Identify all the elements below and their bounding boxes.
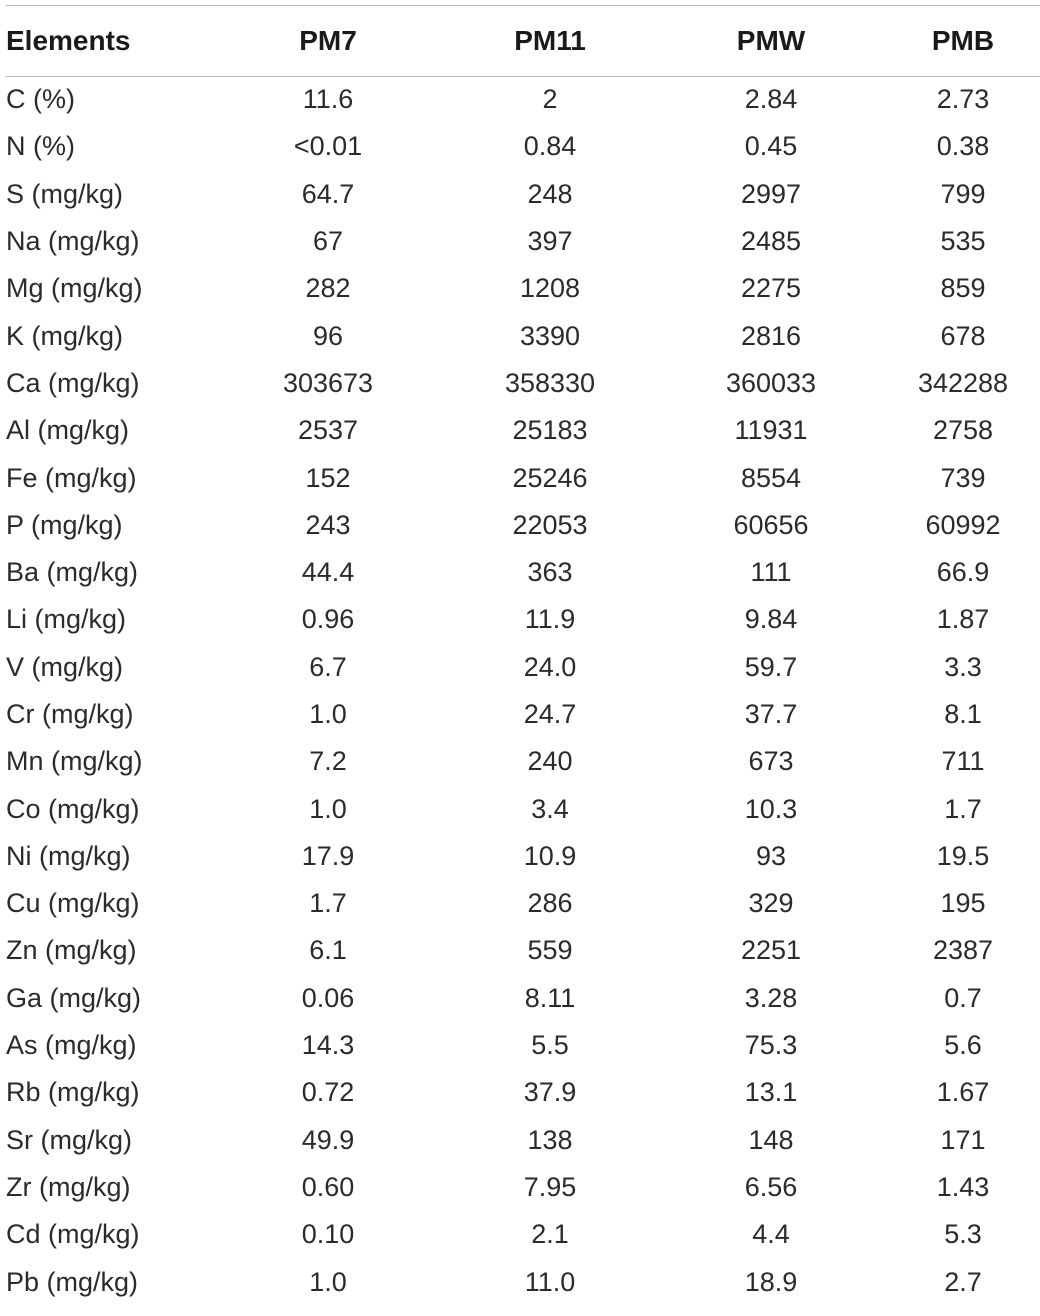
pmb-value: 739 bbox=[940, 462, 986, 493]
table-row bbox=[6, 360, 1040, 407]
table-row bbox=[6, 738, 1040, 785]
pmb-value: 2387 bbox=[932, 935, 994, 966]
table-row bbox=[6, 596, 1040, 643]
element-label: N (%) bbox=[6, 131, 75, 162]
pm7-value: 0.10 bbox=[301, 1219, 355, 1250]
pm7-value: 0.72 bbox=[301, 1077, 355, 1108]
pmb-value: 535 bbox=[940, 226, 986, 257]
table-row bbox=[6, 407, 1040, 454]
table-body bbox=[6, 76, 1040, 1306]
table-row bbox=[6, 927, 1040, 974]
pmb-value: 711 bbox=[941, 746, 985, 777]
table-header-row bbox=[6, 6, 1040, 76]
element-label: Ba (mg/kg) bbox=[6, 557, 139, 588]
element-label: P (mg/kg) bbox=[6, 509, 123, 540]
pm11-value: 37.9 bbox=[523, 1077, 577, 1108]
pmw-value: 4.4 bbox=[752, 1219, 790, 1250]
element-label: Co (mg/kg) bbox=[6, 793, 140, 824]
table-row bbox=[6, 123, 1040, 170]
pm11-value: 7.95 bbox=[523, 1171, 577, 1202]
pm7-value: 1.0 bbox=[309, 699, 347, 729]
pmb-value: 5.3 bbox=[944, 1219, 982, 1250]
element-label: V (mg/kg) bbox=[6, 651, 124, 682]
element-label: S (mg/kg) bbox=[6, 178, 124, 209]
pmb-value: 1.43 bbox=[936, 1171, 990, 1202]
pm11-value: 8.11 bbox=[524, 982, 576, 1013]
pmb-value: 1.7 bbox=[944, 793, 982, 824]
table-row bbox=[6, 171, 1040, 218]
element-label: Pb (mg/kg) bbox=[6, 1266, 139, 1297]
pmb-value: 66.9 bbox=[936, 557, 990, 588]
table-row bbox=[6, 1022, 1040, 1069]
table-row bbox=[6, 265, 1040, 312]
pm11-value: 0.84 bbox=[523, 131, 577, 162]
pmb-value: 171 bbox=[940, 1124, 986, 1155]
pmw-value: 9.84 bbox=[744, 604, 798, 635]
pmb-value: 0.38 bbox=[936, 131, 990, 162]
pm7-value: 0.60 bbox=[301, 1171, 355, 1202]
pmb-value: 19.5 bbox=[936, 840, 990, 871]
pm7-value: 14.3 bbox=[301, 1030, 355, 1061]
element-label: Rb (mg/kg) bbox=[6, 1077, 140, 1108]
element-label: Mg (mg/kg) bbox=[6, 273, 143, 304]
pmb-value: 2.7 bbox=[944, 1266, 982, 1297]
pm11-value: 24.7 bbox=[523, 699, 577, 729]
table-row bbox=[6, 1211, 1040, 1258]
table-row bbox=[6, 1164, 1040, 1211]
pm11-value: 11.9 bbox=[524, 604, 576, 635]
table-row bbox=[6, 975, 1040, 1022]
pm7-value: 152 bbox=[305, 462, 351, 493]
table-row bbox=[6, 502, 1040, 549]
pm7-value: 6.7 bbox=[309, 651, 347, 682]
pmw-value: 6.56 bbox=[744, 1171, 798, 1202]
table-row bbox=[6, 312, 1040, 359]
pmw-value: 148 bbox=[748, 1124, 794, 1155]
element-label: Cu (mg/kg) bbox=[6, 888, 140, 919]
pmb-value: 195 bbox=[940, 888, 986, 919]
pm11-value: 138 bbox=[527, 1124, 573, 1155]
pm7-value: 11.6 bbox=[302, 84, 354, 115]
pmb-value: 859 bbox=[940, 273, 986, 304]
pmw-value: 111 bbox=[750, 557, 792, 588]
pm11-value: 286 bbox=[527, 888, 573, 919]
table-row bbox=[6, 218, 1040, 265]
pmb-value: 342288 bbox=[917, 367, 1009, 398]
table-row bbox=[6, 76, 1040, 123]
table-row bbox=[6, 1069, 1040, 1116]
pm7-value: 49.9 bbox=[301, 1124, 355, 1155]
pm11-value: 3390 bbox=[519, 320, 581, 351]
element-label: Ga (mg/kg) bbox=[6, 982, 142, 1013]
pm7-value: 6.1 bbox=[309, 935, 347, 966]
pm11-value: 2 bbox=[542, 84, 558, 115]
element-label: Sr (mg/kg) bbox=[6, 1124, 133, 1155]
pm7-value: 1.7 bbox=[309, 888, 347, 919]
pmb-value: 5.6 bbox=[944, 1030, 982, 1061]
table-row bbox=[6, 549, 1040, 596]
pm11-value: 22053 bbox=[512, 509, 588, 540]
element-label: Mn (mg/kg) bbox=[6, 746, 143, 777]
pmw-value: 93 bbox=[755, 840, 787, 871]
pm7-value: 7.2 bbox=[309, 746, 347, 777]
pmb-value: 2.73 bbox=[936, 84, 990, 115]
pmw-value: 75.3 bbox=[744, 1030, 798, 1061]
element-label: Ni (mg/kg) bbox=[6, 840, 131, 871]
element-label: Zn (mg/kg) bbox=[6, 935, 137, 966]
pmw-value: 18.9 bbox=[744, 1266, 798, 1297]
pm11-value: 240 bbox=[527, 746, 573, 777]
pm7-value: 44.4 bbox=[301, 557, 355, 588]
table-row bbox=[6, 833, 1040, 880]
pm11-value: 10.9 bbox=[523, 840, 577, 871]
column-header-pm7: PM7 bbox=[299, 25, 357, 56]
table-row bbox=[6, 1117, 1040, 1164]
pmw-value: 2251 bbox=[740, 935, 802, 966]
element-label: Li (mg/kg) bbox=[6, 604, 127, 635]
pm11-value: 25183 bbox=[512, 415, 588, 446]
pmb-value: 1.87 bbox=[936, 604, 990, 635]
pmb-value: 3.3 bbox=[944, 651, 982, 682]
pmb-value: 2758 bbox=[932, 415, 994, 446]
element-label: Na (mg/kg) bbox=[6, 226, 140, 257]
pm7-value: <0.01 bbox=[293, 131, 363, 162]
column-header-elements: Elements bbox=[6, 25, 131, 56]
table-row bbox=[6, 454, 1040, 501]
pm7-value: 303673 bbox=[282, 367, 374, 398]
table-row bbox=[6, 880, 1040, 927]
pmw-value: 8554 bbox=[740, 462, 802, 493]
pm7-value: 64.7 bbox=[301, 178, 355, 209]
pm7-value: 96 bbox=[312, 320, 344, 351]
pmw-value: 2.84 bbox=[744, 84, 798, 115]
pmw-value: 11931 bbox=[734, 415, 808, 446]
pm11-value: 11.0 bbox=[524, 1266, 576, 1297]
pm11-value: 559 bbox=[527, 935, 573, 966]
pm7-value: 1.0 bbox=[309, 1266, 347, 1297]
pmb-value: 8.1 bbox=[944, 699, 982, 729]
pm7-value: 0.06 bbox=[301, 982, 355, 1013]
element-composition-table bbox=[6, 6, 1040, 1306]
element-label: Zr (mg/kg) bbox=[6, 1171, 131, 1202]
pmb-value: 799 bbox=[940, 178, 986, 209]
pm11-value: 358330 bbox=[504, 367, 596, 398]
pmb-value: 1.67 bbox=[936, 1077, 990, 1108]
pmb-value: 678 bbox=[940, 320, 986, 351]
pmw-value: 2275 bbox=[740, 273, 802, 304]
pmw-value: 13.1 bbox=[744, 1077, 798, 1108]
pm7-value: 243 bbox=[305, 509, 351, 540]
pmw-value: 37.7 bbox=[744, 699, 798, 729]
pm11-value: 2.1 bbox=[531, 1219, 569, 1250]
pmw-value: 2816 bbox=[740, 320, 802, 351]
element-label: Cd (mg/kg) bbox=[6, 1219, 140, 1250]
pmw-value: 60656 bbox=[733, 509, 809, 540]
pmb-value: 0.7 bbox=[944, 982, 982, 1013]
pm7-value: 282 bbox=[305, 273, 351, 304]
pm11-value: 24.0 bbox=[523, 651, 577, 682]
pm11-value: 363 bbox=[527, 557, 573, 588]
table-row bbox=[6, 1258, 1040, 1305]
pmw-value: 2997 bbox=[740, 178, 802, 209]
column-header-pmw: PMW bbox=[736, 25, 806, 56]
element-label: As (mg/kg) bbox=[6, 1030, 137, 1061]
pmb-value: 60992 bbox=[925, 509, 1001, 540]
pm11-value: 1208 bbox=[519, 273, 581, 304]
pmw-value: 360033 bbox=[725, 367, 817, 398]
pmw-value: 3.28 bbox=[744, 982, 798, 1013]
table-row bbox=[6, 785, 1040, 832]
pm11-value: 3.4 bbox=[531, 793, 569, 824]
pmw-value: 2485 bbox=[740, 226, 802, 257]
column-header-pmb: PMB bbox=[931, 25, 995, 56]
pm11-value: 5.5 bbox=[531, 1030, 569, 1061]
table-row bbox=[6, 691, 1040, 738]
pm7-value: 0.96 bbox=[301, 604, 355, 635]
element-label: Ca (mg/kg) bbox=[6, 367, 140, 398]
pmw-value: 10.3 bbox=[744, 793, 798, 824]
pm11-value: 25246 bbox=[512, 462, 588, 493]
column-header-pm11: PM11 bbox=[514, 25, 586, 56]
pm7-value: 17.9 bbox=[301, 840, 355, 871]
element-label: K (mg/kg) bbox=[6, 320, 124, 351]
table-row bbox=[6, 644, 1040, 691]
element-label: Al (mg/kg) bbox=[6, 415, 130, 446]
element-label: Cr (mg/kg) bbox=[6, 699, 134, 729]
pm11-value: 397 bbox=[527, 226, 573, 257]
pm7-value: 67 bbox=[312, 226, 344, 257]
pm11-value: 248 bbox=[527, 178, 573, 209]
element-label: Fe (mg/kg) bbox=[6, 462, 137, 493]
pm7-value: 1.0 bbox=[309, 793, 347, 824]
pmw-value: 59.7 bbox=[744, 651, 798, 682]
pm7-value: 2537 bbox=[297, 415, 359, 446]
pmw-value: 0.45 bbox=[744, 131, 798, 162]
element-label: C (%) bbox=[6, 84, 75, 115]
pmw-value: 329 bbox=[748, 888, 794, 919]
pmw-value: 673 bbox=[748, 746, 794, 777]
